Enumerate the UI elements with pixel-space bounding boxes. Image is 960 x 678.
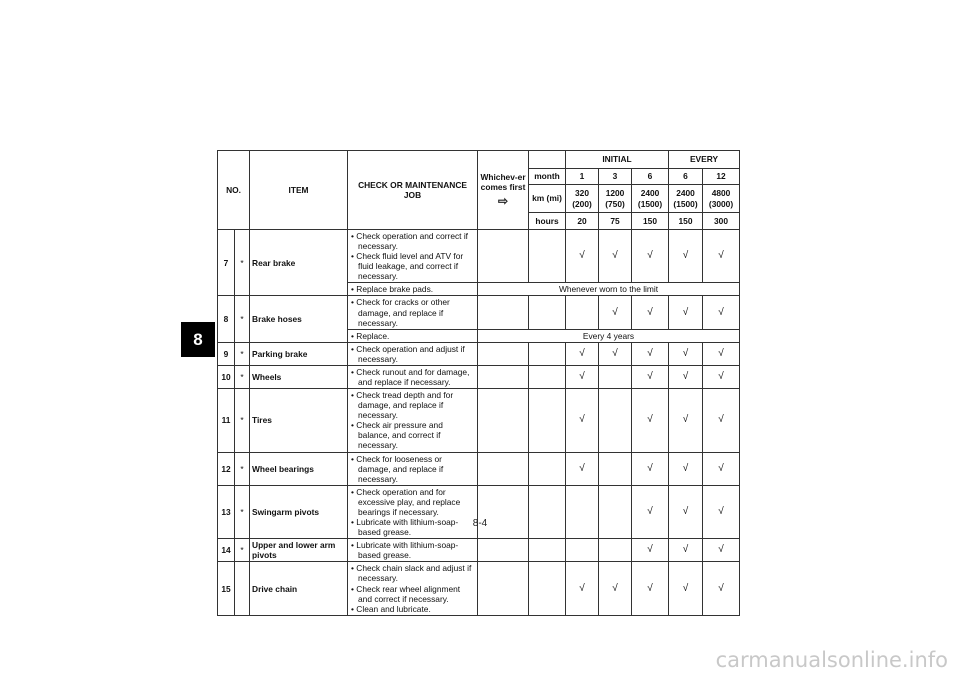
section-tab: 8 <box>181 322 215 357</box>
check-mark-icon: √ <box>632 389 669 452</box>
job-line <box>350 540 475 560</box>
page-number: 8-4 <box>472 518 488 529</box>
job-line-text: Check tread depth and for damage, and replace if necessary. <box>356 390 454 421</box>
row-job <box>348 485 478 538</box>
empty-cell <box>566 485 599 538</box>
table-body <box>218 151 740 616</box>
row-item: Wheels <box>250 365 348 388</box>
hours-cell: 150 <box>632 213 669 230</box>
row-item: Tires <box>250 389 348 452</box>
bullet-icon: • <box>351 603 357 614</box>
bullet-icon: • <box>351 343 357 354</box>
row-number: 12 <box>218 452 235 485</box>
bullet-icon: • <box>351 251 357 262</box>
unit-cell <box>529 539 566 562</box>
check-mark-icon: √ <box>669 485 703 538</box>
job-line-text: Check operation and for excessive play, and replace bearings if necessary. <box>356 486 461 517</box>
row-asterisk: * <box>235 342 250 365</box>
row-number: 11 <box>218 389 235 452</box>
check-mark-icon: √ <box>566 365 599 388</box>
job-line <box>350 563 475 583</box>
check-mark-icon: √ <box>632 342 669 365</box>
header-whichever-label: Whichev-er comes first <box>480 171 526 192</box>
job-line-text: Check rear wheel alignment and correct if necessary. <box>356 583 461 604</box>
right-arrow-icon: ⇨ <box>497 193 509 208</box>
bullet-icon: • <box>351 563 357 574</box>
check-mark-icon: √ <box>703 296 740 329</box>
bullet-icon: • <box>351 486 357 497</box>
month-cell: 3 <box>599 169 632 185</box>
row-job <box>348 296 478 329</box>
bullet-icon: • <box>351 231 357 241</box>
job-line-text: Clean and lubricate. <box>356 603 431 614</box>
row-job <box>348 562 478 615</box>
row-number: 8 <box>218 296 235 342</box>
job-line <box>350 251 475 281</box>
hours-cell: 300 <box>703 213 740 230</box>
row-item: Swingarm pivots <box>250 485 348 538</box>
check-mark-icon: √ <box>669 342 703 365</box>
month-label: month <box>529 169 566 185</box>
check-mark-icon: √ <box>669 365 703 388</box>
row-asterisk: * <box>235 485 250 538</box>
header-whichever <box>478 151 529 230</box>
row-asterisk: * <box>235 539 250 562</box>
whichever-cell <box>478 389 529 452</box>
check-mark-icon: √ <box>632 452 669 485</box>
unit-cell <box>529 562 566 615</box>
whichever-cell <box>478 342 529 365</box>
unit-cell <box>529 230 566 283</box>
empty-cell <box>599 365 632 388</box>
row-job <box>348 329 478 342</box>
row-job <box>348 283 478 296</box>
row-asterisk <box>235 562 250 615</box>
check-mark-icon: √ <box>632 296 669 329</box>
bullet-icon: • <box>351 453 357 464</box>
table-row <box>218 365 740 388</box>
check-mark-icon: √ <box>669 389 703 452</box>
check-mark-icon: √ <box>669 539 703 562</box>
whichever-cell <box>478 230 529 283</box>
km-cell: 2400 (1500) <box>632 185 669 213</box>
check-mark-icon: √ <box>669 296 703 329</box>
unit-cell <box>529 452 566 485</box>
check-mark-icon: √ <box>669 230 703 283</box>
bullet-icon: • <box>351 517 357 528</box>
empty-cell <box>599 452 632 485</box>
check-mark-icon: √ <box>566 389 599 452</box>
hours-label: hours <box>529 213 566 230</box>
empty-cell <box>566 539 599 562</box>
unit-cell <box>529 389 566 452</box>
table-row <box>218 389 740 452</box>
header-no: NO. <box>218 151 250 230</box>
job-line <box>350 284 475 294</box>
job-line <box>350 390 475 420</box>
check-mark-icon: √ <box>599 230 632 283</box>
table-row <box>218 296 740 329</box>
unit-cell <box>529 485 566 538</box>
whichever-cell <box>478 365 529 388</box>
check-mark-icon: √ <box>566 230 599 283</box>
hours-cell: 150 <box>669 213 703 230</box>
row-item: Drive chain <box>250 562 348 615</box>
hours-cell: 75 <box>599 213 632 230</box>
header-job: CHECK OR MAINTENANCE JOB <box>348 151 478 230</box>
km-cell: 2400 (1500) <box>669 185 703 213</box>
check-mark-icon: √ <box>632 485 669 538</box>
job-line <box>350 344 475 364</box>
job-line-text: Check air pressure and balance, and correct if necessary. <box>356 420 443 451</box>
bullet-icon: • <box>351 297 357 308</box>
job-line <box>350 604 475 614</box>
interval-note: Whenever worn to the limit <box>478 283 740 296</box>
row-asterisk: * <box>235 452 250 485</box>
job-line <box>350 297 475 327</box>
row-item: Brake hoses <box>250 296 348 342</box>
check-mark-icon: √ <box>632 230 669 283</box>
row-asterisk: * <box>235 296 250 342</box>
whichever-cell <box>478 296 529 329</box>
job-line-text: Check runout and for damage, and replace if necessary. <box>356 366 470 388</box>
check-mark-icon: √ <box>599 342 632 365</box>
row-asterisk: * <box>235 389 250 452</box>
check-mark-icon: √ <box>703 539 740 562</box>
month-cell: 1 <box>566 169 599 185</box>
table-row <box>218 342 740 365</box>
check-mark-icon: √ <box>703 389 740 452</box>
bullet-icon: • <box>351 420 357 431</box>
empty-cell <box>599 485 632 538</box>
month-cell: 12 <box>703 169 740 185</box>
empty-cell <box>599 389 632 452</box>
unit-cell <box>529 342 566 365</box>
check-mark-icon: √ <box>703 230 740 283</box>
interval-note: Every 4 years <box>478 329 740 342</box>
row-number: 15 <box>218 562 235 615</box>
job-line-text: Check operation and correct if necessary. <box>356 231 469 252</box>
month-cell: 6 <box>669 169 703 185</box>
check-mark-icon: √ <box>632 562 669 615</box>
row-job <box>348 365 478 388</box>
check-mark-icon: √ <box>632 365 669 388</box>
bullet-icon: • <box>351 284 357 295</box>
watermark: carmanualsonline.info <box>715 648 948 672</box>
job-line-text: Lubricate with lithium-soap-based grease. <box>356 540 459 561</box>
check-mark-icon: √ <box>703 365 740 388</box>
maintenance-table <box>217 150 740 616</box>
row-job <box>348 342 478 365</box>
row-job <box>348 452 478 485</box>
row-number: 10 <box>218 365 235 388</box>
km-cell: 320 (200) <box>566 185 599 213</box>
row-number: 9 <box>218 342 235 365</box>
job-line <box>350 584 475 604</box>
check-mark-icon: √ <box>703 562 740 615</box>
whichever-cell <box>478 562 529 615</box>
header-item: ITEM <box>250 151 348 230</box>
bullet-icon: • <box>351 583 357 594</box>
unit-cell <box>529 296 566 329</box>
bullet-icon: • <box>351 330 357 341</box>
table-row <box>218 539 740 562</box>
empty-cell <box>599 539 632 562</box>
job-line <box>350 487 475 517</box>
table-row <box>218 562 740 615</box>
table-row <box>218 485 740 538</box>
bullet-icon: • <box>351 390 357 401</box>
check-mark-icon: √ <box>669 452 703 485</box>
check-mark-icon: √ <box>703 342 740 365</box>
job-line-text: Check fluid level and ATV for fluid leakage, and correct if necessary. <box>356 251 464 282</box>
km-cell: 1200 (750) <box>599 185 632 213</box>
job-line <box>350 331 475 341</box>
bullet-icon: • <box>351 366 357 377</box>
check-mark-icon: √ <box>566 562 599 615</box>
empty-cell <box>566 296 599 329</box>
job-line-text: Check chain slack and adjust if necessary. <box>356 563 472 584</box>
unit-cell <box>529 365 566 388</box>
row-number: 7 <box>218 230 235 296</box>
check-mark-icon: √ <box>632 539 669 562</box>
job-line-text: Check for cracks or other damage, and replace if necessary. <box>356 297 450 328</box>
km-cell: 4800 (3000) <box>703 185 740 213</box>
check-mark-icon: √ <box>703 485 740 538</box>
whichever-cell <box>478 485 529 538</box>
row-job <box>348 539 478 562</box>
month-cell: 6 <box>632 169 669 185</box>
job-line-text: Lubricate with lithium-soap-based grease. <box>356 517 459 538</box>
km-label: km (mi) <box>529 185 566 213</box>
job-line <box>350 367 475 387</box>
job-line <box>350 231 475 251</box>
header-blank <box>529 151 566 169</box>
check-mark-icon: √ <box>703 452 740 485</box>
row-item: Parking brake <box>250 342 348 365</box>
job-line <box>350 420 475 450</box>
check-mark-icon: √ <box>599 562 632 615</box>
header-initial: INITIAL <box>566 151 669 169</box>
table-row <box>218 230 740 283</box>
check-mark-icon: √ <box>669 562 703 615</box>
row-item: Wheel bearings <box>250 452 348 485</box>
header-every: EVERY <box>669 151 740 169</box>
job-line-text: Replace brake pads. <box>356 284 434 295</box>
table-row <box>218 452 740 485</box>
bullet-icon: • <box>351 540 357 551</box>
job-line-text: Check for looseness or damage, and replace if necessary. <box>356 453 444 484</box>
row-asterisk: * <box>235 230 250 296</box>
row-job <box>348 230 478 283</box>
job-line-text: Check operation and adjust if necessary. <box>356 343 465 364</box>
header-row-1 <box>218 151 740 169</box>
job-line <box>350 454 475 484</box>
check-mark-icon: √ <box>599 296 632 329</box>
row-number: 13 <box>218 485 235 538</box>
row-number: 14 <box>218 539 235 562</box>
row-item: Rear brake <box>250 230 348 296</box>
job-line-text: Replace. <box>356 330 390 341</box>
hours-cell: 20 <box>566 213 599 230</box>
check-mark-icon: √ <box>566 342 599 365</box>
row-asterisk: * <box>235 365 250 388</box>
row-item: Upper and lower arm pivots <box>250 539 348 562</box>
check-mark-icon: √ <box>566 452 599 485</box>
whichever-cell <box>478 452 529 485</box>
whichever-cell <box>478 539 529 562</box>
row-job <box>348 389 478 452</box>
